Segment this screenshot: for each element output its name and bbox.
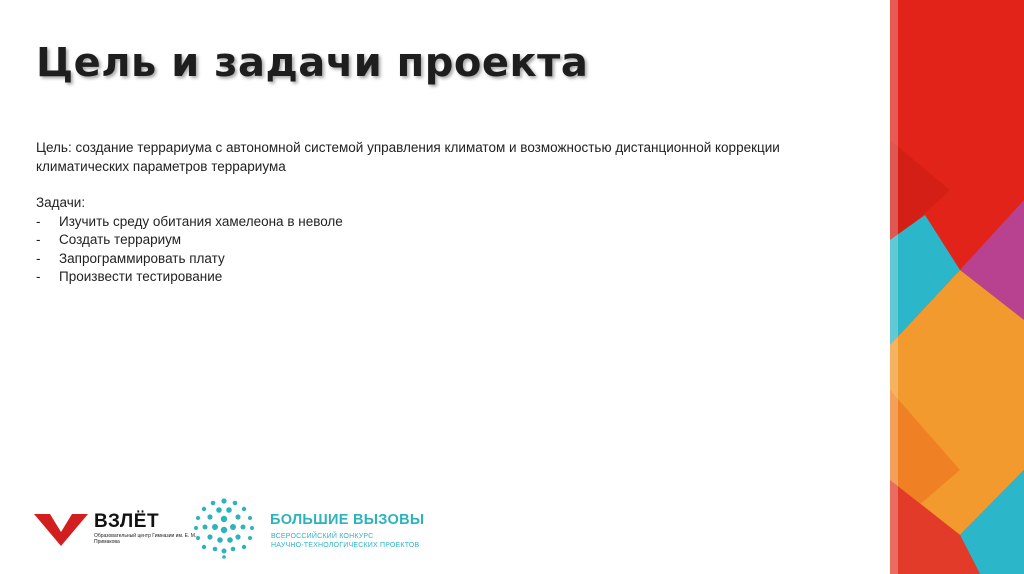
slide-title: Цель и задачи проекта (36, 40, 589, 86)
task-text: Создать террариум (59, 232, 182, 247)
big-challenges-dots-icon (193, 497, 255, 559)
big-challenges-subtitle-line2: НАУЧНО-ТЕХНОЛОГИЧЕСКИХ ПРОЕКТОВ (271, 542, 420, 549)
big-challenges-logo-name: БОЛЬШИЕ ВЫЗОВЫ (270, 512, 425, 528)
tasks-heading: Задачи: (36, 195, 86, 210)
task-text: Произвести тестирование (59, 269, 223, 284)
big-challenges-subtitle-line1: ВСЕРОССИЙСКИЙ КОНКУРС (271, 533, 374, 540)
deco-white-fade (890, 0, 898, 574)
task-text: Запрограммировать плату (59, 250, 225, 266)
task-bullet: - (36, 269, 41, 284)
task-item (36, 250, 836, 269)
task-bullet: - (36, 213, 41, 229)
task-item (36, 231, 836, 250)
task-bullet: - (36, 250, 41, 266)
task-list (36, 213, 836, 287)
task-item (36, 213, 836, 232)
task-item (36, 268, 836, 287)
goal-text: Цель: создание террариума с автономной системой управления климатом и возможностью дистанционной коррекции климатических параметров террариума (36, 140, 780, 174)
vzlet-logo-subtitle: Образовательный центр Гимназии им. Е. М. Примакова (94, 533, 197, 545)
big-challenges-logo-subtitle (271, 532, 419, 550)
slide-body (36, 139, 836, 287)
vzlet-logo-name: ВЗЛЁТ (94, 511, 160, 532)
decorative-geometric-panel (890, 0, 1024, 574)
vzlet-logo (34, 508, 197, 548)
vzlet-check-mark-icon (34, 512, 88, 546)
task-text: Изучить среду обитания хамелеона в неволе (59, 213, 343, 229)
task-bullet: - (36, 232, 41, 247)
